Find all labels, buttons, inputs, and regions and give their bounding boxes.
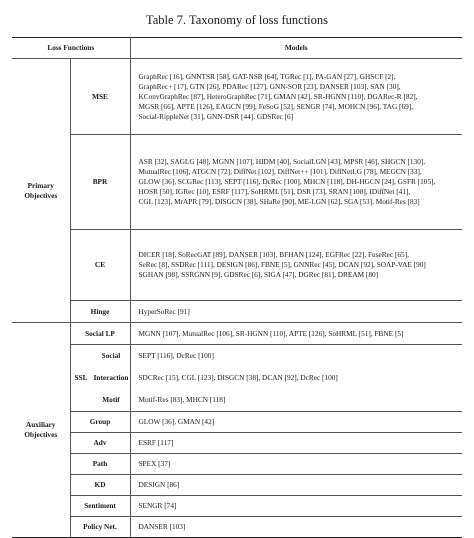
loss-adv: Adv xyxy=(70,433,130,454)
models-ce: DICER [18], SoRecGAT [89], DANSER [103], BFHAN [124], EGFRec [22], FuseRec [65], SeRec [8], SSDRec [111], DESIGN [86], FBNE [5], GNNRec [45], DCAN [92], SOAP-VAE [90] SGHAN [98], SSRGNN [9], GDSRec [6], SIGA [47], DGRec [81], DREAM [80] xyxy=(130,230,462,301)
table-row-path xyxy=(12,454,462,475)
header-loss-functions: Loss Functions xyxy=(12,38,130,59)
loss-ce: CE xyxy=(70,230,130,301)
models-ssl-motif: Motif-Res [83], MHCN [118] xyxy=(130,389,462,412)
loss-taxonomy-table xyxy=(12,37,462,538)
loss-ssl-interaction: Interaction xyxy=(93,373,129,382)
loss-ssl-social: Social xyxy=(101,351,121,360)
loss-social-lp: Social LP xyxy=(70,323,130,345)
loss-hinge: Hinge xyxy=(70,301,130,323)
models-hinge: HyperSoRec [91] xyxy=(130,301,462,323)
loss-ssl-motif: Motif xyxy=(102,395,120,404)
header-models: Models xyxy=(130,38,462,59)
primary-objectives-label: Primary Objectives xyxy=(12,59,70,323)
loss-ssl: SSL xyxy=(74,373,88,382)
models-ssl-interaction: SDCRec [15], CGL [123], DISGCN [38], DCAN [92], DcRec [100] xyxy=(138,373,338,382)
table-row-kd xyxy=(12,475,462,496)
table-row-group xyxy=(12,412,462,433)
models-adv: ESRF [117] xyxy=(130,433,462,454)
models-group: GLOW [36], GMAN [42] xyxy=(130,412,462,433)
table-row-adv xyxy=(12,433,462,454)
table-row-policy-net xyxy=(12,517,462,538)
table-row-hinge xyxy=(12,301,462,323)
loss-ssl-group xyxy=(70,345,130,412)
table-row-mse xyxy=(12,59,462,135)
table-caption: Table 7. Taxonomy of loss functions xyxy=(145,13,329,27)
models-path: SPEX [37] xyxy=(130,454,462,475)
table-row-bpr xyxy=(12,135,462,230)
auxiliary-objectives-label: Auxiliary Objectives xyxy=(12,323,70,538)
loss-policy-net: Policy Net. xyxy=(70,517,130,538)
table-row-ce xyxy=(12,230,462,301)
loss-bpr: BPR xyxy=(70,135,130,230)
table-row-ssl-social xyxy=(12,345,462,368)
models-ssl-social: SEPT [116], DcRec [100] xyxy=(138,351,214,360)
models-social-lp: MGNN [107], MutualRec [106], SR-HGNN [110], APTE [126], SoHRML [51], FBNE [5] xyxy=(130,323,462,345)
loss-kd: KD xyxy=(70,475,130,496)
models-kd: DESIGN [86] xyxy=(130,475,462,496)
loss-path: Path xyxy=(70,454,130,475)
loss-sentiment: Sentiment xyxy=(70,496,130,517)
models-sentiment: SENGR [74] xyxy=(130,496,462,517)
table-row-sentiment xyxy=(12,496,462,517)
loss-mse: MSE xyxy=(70,59,130,135)
models-bpr: ASR [32], SAGLG [48], MGNN [107], HIDM [40], SocialLGN [43], MPSR [46], SHGCN [130], MutualRec [106], ATGCN [72], DiffNet [102], DiffNet++ [101], DiffNetLG [78], MEGCN [33], GLOW [36], SCGRec [113], SEPT [116], DcRec [100], MHCN [118], DH-HGCN [24], GSFR [105], HOSR [50], IGRec [10], ESRF [117], SoHRML [51], DSR [73], SRAN [108], IDiffNet [41], CGL [123], MrAPR [79], DISGCN [38], SHaRe [90], ME-LGN [62], SGA [53], Motif-Res [83] xyxy=(130,135,462,230)
models-mse: GraphRec [16], GNNTSR [58], GAT-NSR [64], TGRec [1], PA-GAN [27], GHSCF [2], GraphRec+ [17], GTN [26], PDARec [127], GNN-SOR [23], DANSER [103], SAN [30], KConvGraphRec [87], HeteroGraphRec [71], GMAN [42], SR-HGNN [110], DGARec-R [82], MGSR [66], APTE [126], EAGCN [99], FeSoG [52], SENGR [74], MOHCN [96], TAG [69], Social-RippleNet [31], GNN-DSR [44], GDSRec [6] xyxy=(130,59,462,135)
models-policy-net: DANSER [103] xyxy=(130,517,462,538)
loss-group: Group xyxy=(70,412,130,433)
table-header-row xyxy=(12,38,462,59)
table-row-social-lp xyxy=(12,323,462,345)
